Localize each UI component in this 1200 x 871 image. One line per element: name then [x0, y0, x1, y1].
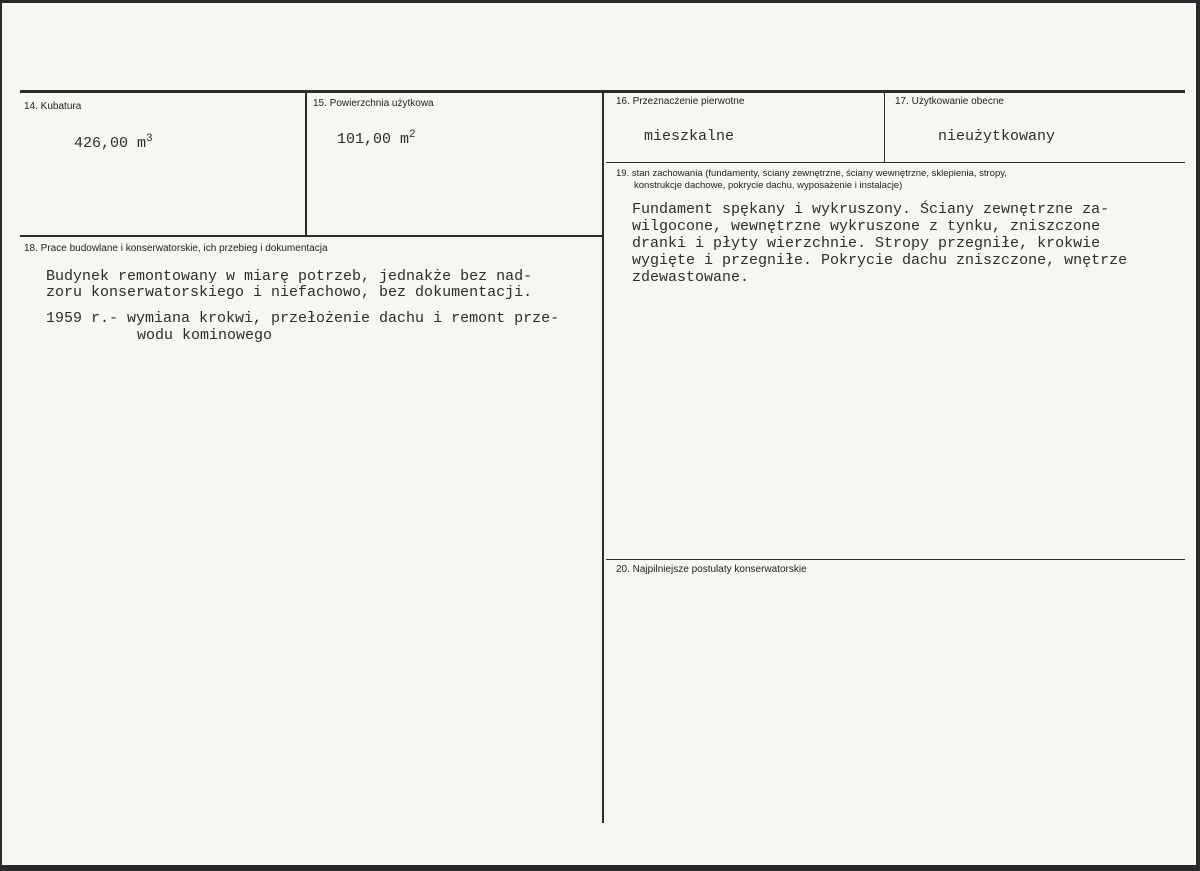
prace-line-2: zoru konserwatorskiego i niefachowo, bez dokumentacji. [46, 284, 533, 301]
vline-14-15 [305, 93, 307, 236]
powierzchnia-number: 101,00 m [337, 131, 410, 148]
stan-line-5: zdewastowane. [632, 269, 750, 286]
kubatura-value [74, 131, 153, 152]
stan-line-1: Fundament spękany i wykruszony. Ściany zewnętrzne za- [632, 201, 1110, 218]
divider-18 [20, 235, 602, 237]
prace-line-1: Budynek remontowany w miarę potrzeb, jednakże bez nad- [46, 268, 533, 285]
uzytkowanie-label: 17. Użytkowanie obecne [895, 96, 1004, 107]
powierzchnia-exponent: 2 [409, 129, 416, 141]
stan-line-3: dranki i płyty wierzchnie. Stropy przegniłe, krokwie [632, 235, 1101, 252]
postulaty-label: 20. Najpilniejsze postulaty konserwatorskie [616, 564, 807, 575]
prace-line-3: 1959 r.- wymiana krokwi, przełożenie dachu i remont prze- [46, 310, 560, 327]
powierzchnia-value [337, 127, 416, 148]
divider-20 [606, 559, 1185, 560]
kubatura-exponent: 3 [146, 133, 153, 145]
stan-line-2: wilgocone, wewnętrzne wykruszone z tynku, zniszczone [632, 218, 1101, 235]
przeznaczenie-value: mieszkalne [644, 128, 735, 145]
powierzchnia-label: 15. Powierzchnia użytkowa [313, 98, 434, 109]
kubatura-label: 14. Kubatura [24, 101, 82, 112]
stan-label-line-2: konstrukcje dachowe, pokrycie dachu, wyposażenie i instalacje) [634, 180, 903, 191]
stan-label-line-1: 19. stan zachowania (fundamenty, ściany zewnętrzne, ściany wewnętrzne, sklepienia, stropy, [616, 168, 1007, 179]
vline-16-17 [884, 93, 885, 163]
uzytkowanie-value: nieużytkowany [938, 128, 1056, 145]
record-card [2, 3, 1196, 865]
divider-19 [606, 162, 1185, 163]
prace-line-4: wodu kominowego [137, 327, 273, 344]
vline-center [602, 93, 604, 823]
stan-line-4: wygięte i przegniłe. Pokrycie dachu zniszczone, wnętrze [632, 252, 1128, 269]
przeznaczenie-label: 16. Przeznaczenie pierwotne [616, 96, 745, 107]
kubatura-number: 426,00 m [74, 135, 147, 152]
prace-label: 18. Prace budowlane i konserwatorskie, ich przebieg i dokumentacja [24, 243, 328, 254]
